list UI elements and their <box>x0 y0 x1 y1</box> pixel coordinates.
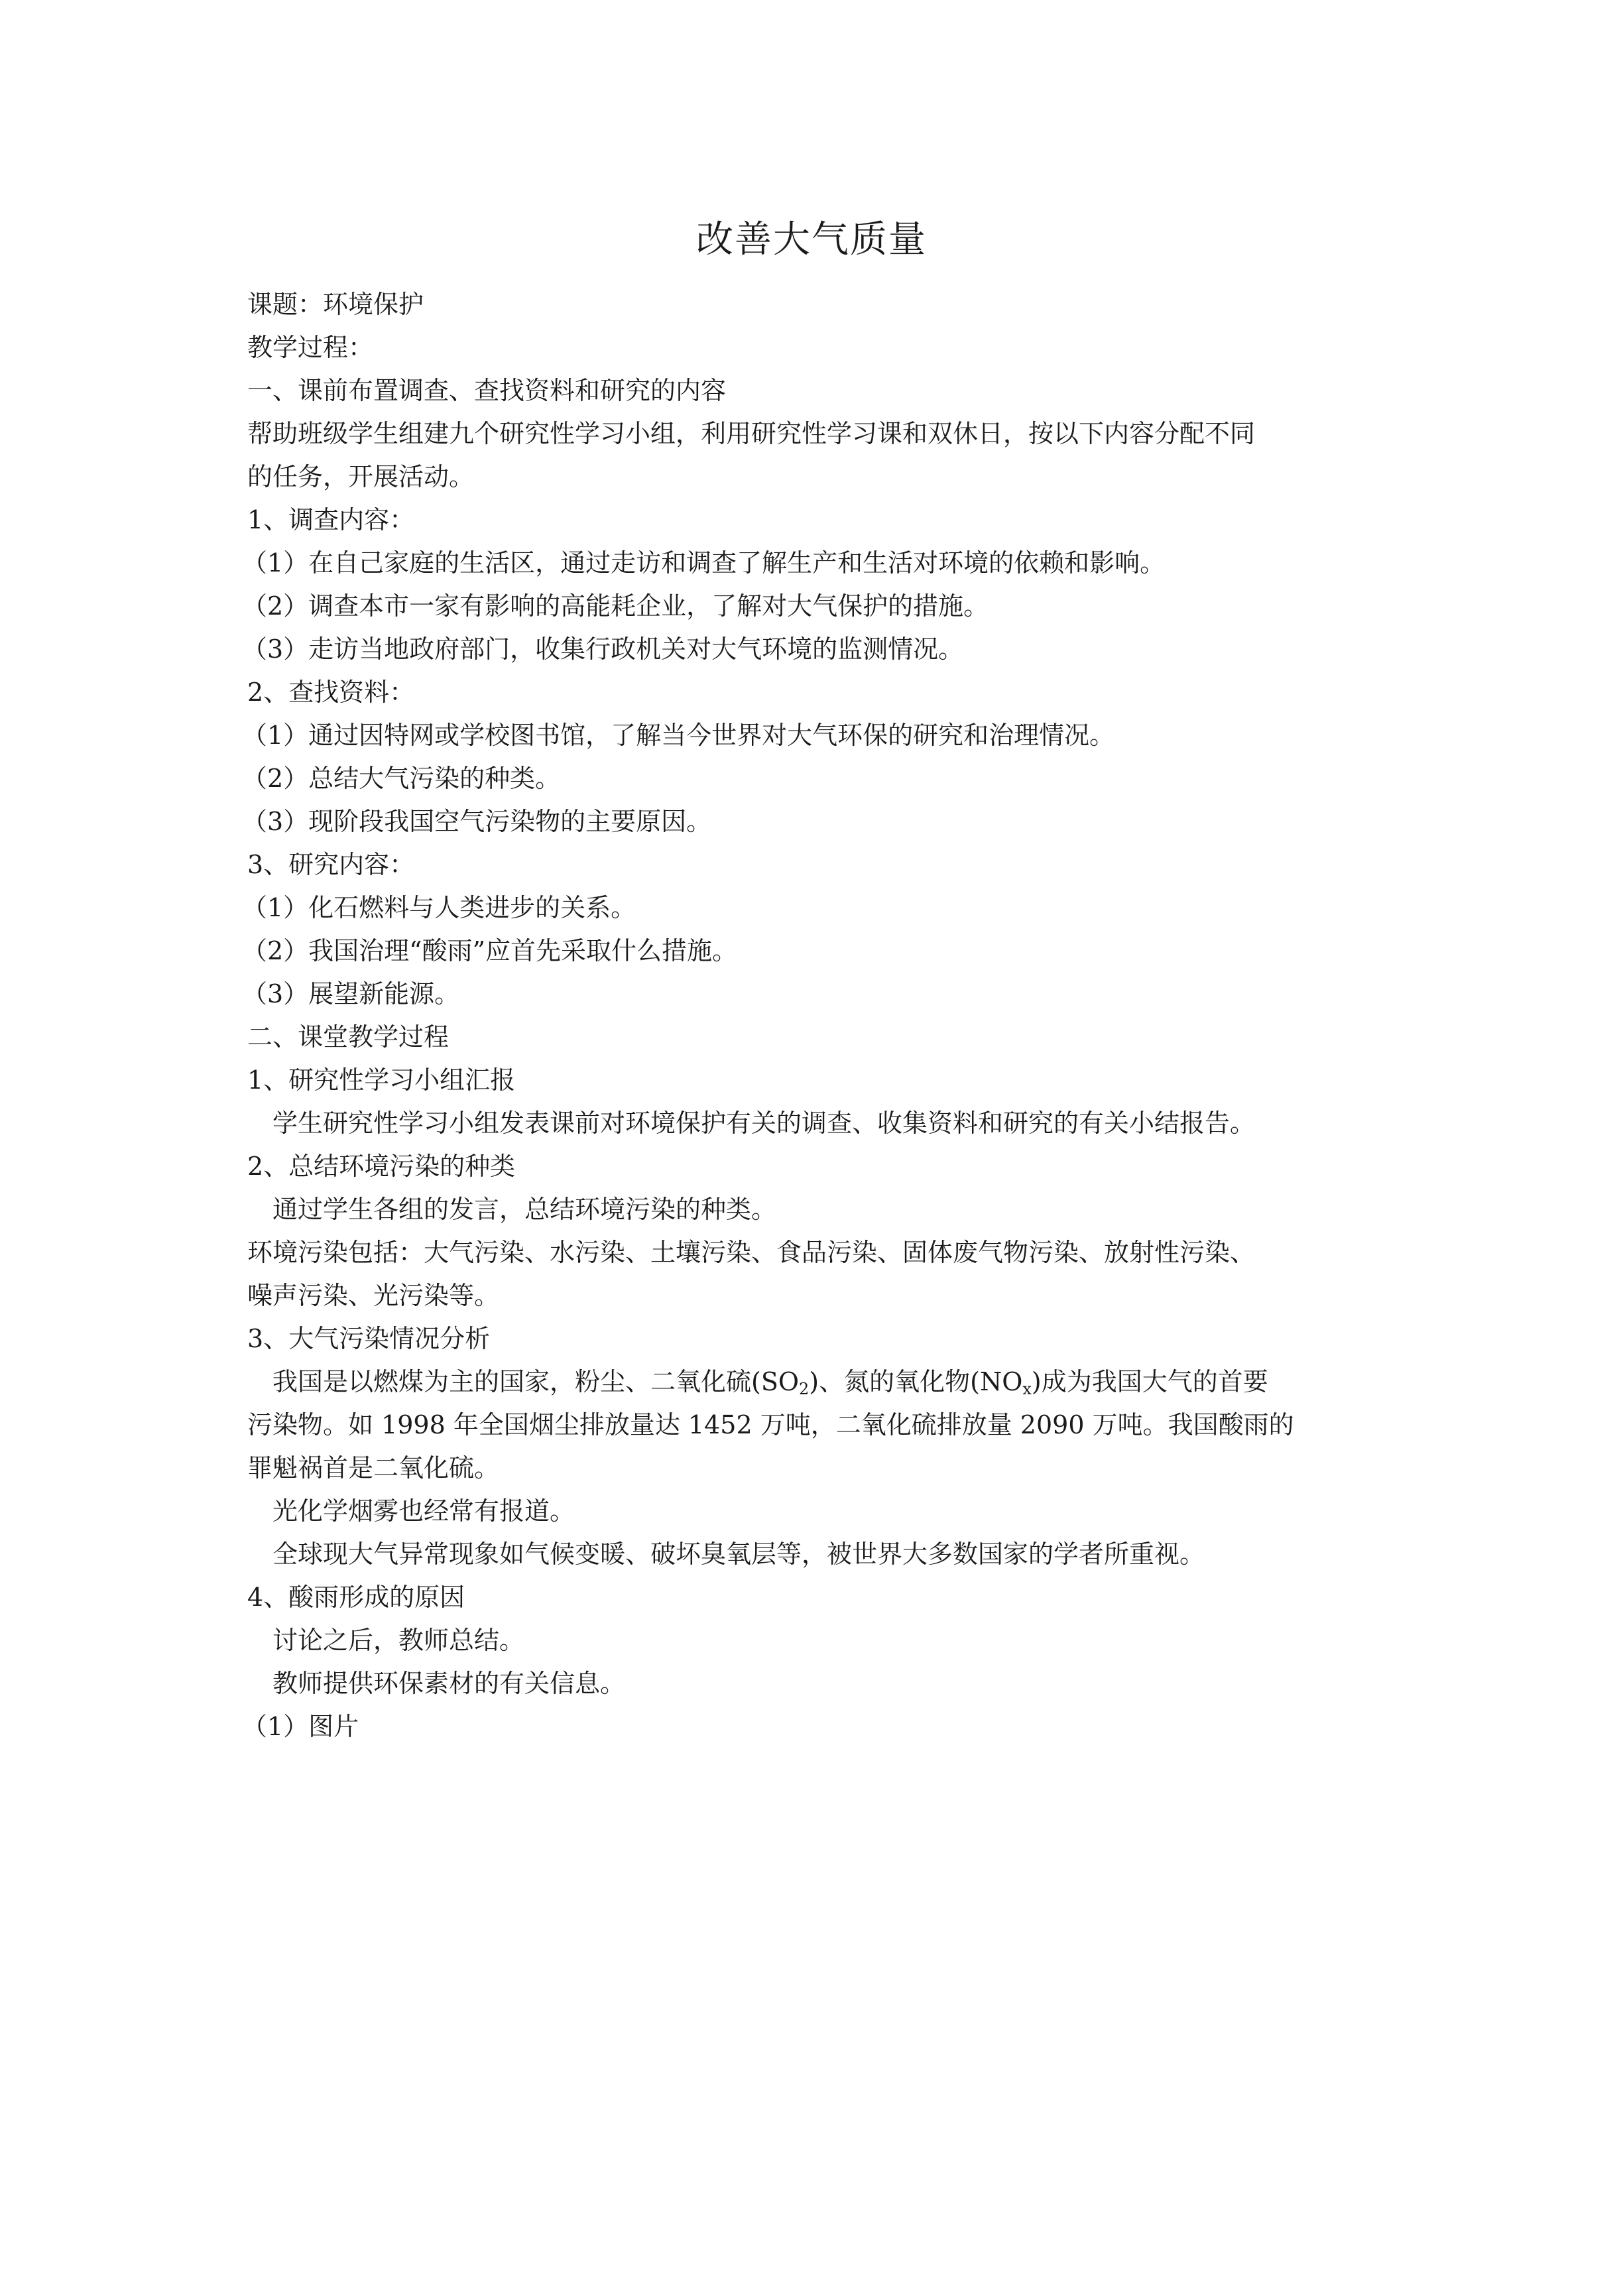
process-label: 教学过程： <box>247 333 374 362</box>
indented-paragraph: 教师提供环保素材的有关信息。 <box>272 1669 626 1698</box>
list-item: （3）走访当地政府部门，收集行政机关对大气环境的监测情况。 <box>242 634 964 664</box>
subscript-2: 2 <box>799 1380 810 1398</box>
indented-paragraph: 学生研究性学习小组发表课前对环境保护有关的调查、收集资料和研究的有关小结报告。 <box>272 1109 1256 1138</box>
chem-text-part: 我国是以燃煤为主的国家，粉尘、二氧化硫(SO <box>272 1367 800 1396</box>
indented-paragraph: 通过学生各组的发言，总结环境污染的种类。 <box>272 1195 777 1224</box>
list-item: （1）图片 <box>242 1712 359 1741</box>
indented-paragraph: 讨论之后，教师总结。 <box>272 1626 525 1655</box>
section-heading-2: 二、课堂教学过程 <box>247 1022 450 1052</box>
chem-text-part: )、氮的氧化物(NO <box>809 1367 1023 1396</box>
subheading-research-materials: 2、查找资料： <box>247 678 415 707</box>
list-item: （3）现阶段我国空气污染物的主要原因。 <box>242 807 712 836</box>
subheading-air-pollution-analysis: 3、大气污染情况分析 <box>247 1324 491 1353</box>
document-title: 改善大气质量 <box>696 218 927 261</box>
list-item: （1）化石燃料与人类进步的关系。 <box>242 893 636 922</box>
subheading-survey: 1、调查内容： <box>247 505 415 534</box>
paragraph-line: 罪魁祸首是二氧化硫。 <box>247 1453 500 1482</box>
paragraph-line: 的任务，开展活动。 <box>247 462 475 491</box>
paragraph-line: 污染物。如 1998 年全国烟尘排放量达 1452 万吨，二氧化硫排放量 2090 万吨。我国酸雨的 <box>247 1410 1294 1439</box>
subheading-acid-rain-causes: 4、酸雨形成的原因 <box>247 1583 465 1612</box>
subscript-x: x <box>1022 1380 1032 1398</box>
paragraph-line: 帮助班级学生组建九个研究性学习小组，利用研究性学习课和双休日，按以下内容分配不同 <box>247 419 1256 448</box>
chem-text-part: )成为我国大气的首要 <box>1031 1367 1268 1396</box>
section-heading-1: 一、课前布置调查、查找资料和研究的内容 <box>247 376 727 405</box>
topic-line: 课题：环境保护 <box>247 290 424 319</box>
indented-paragraph: 全球现大气异常现象如气候变暖、破坏臭氧层等，被世界大多数国家的学者所重视。 <box>272 1540 1205 1569</box>
list-item: （2）我国治理“酸雨”应首先采取什么措施。 <box>242 936 738 965</box>
list-item: （2）调查本市一家有影响的高能耗企业，了解对大气保护的措施。 <box>242 591 989 621</box>
subheading-study-content: 3、研究内容： <box>247 850 415 879</box>
list-item: （3）展望新能源。 <box>242 979 460 1008</box>
indented-paragraph: 光化学烟雾也经常有报道。 <box>272 1496 575 1526</box>
paragraph-line: 环境污染包括：大气污染、水污染、土壤污染、食品污染、固体废气物污染、放射性污染、 <box>247 1238 1256 1267</box>
chemistry-paragraph-line <box>247 1360 1398 1404</box>
list-item: （2）总结大气污染的种类。 <box>242 764 561 793</box>
document-body <box>242 283 1398 1748</box>
list-item: （1）在自己家庭的生活区，通过走访和调查了解生产和生活对环境的依赖和影响。 <box>242 548 1166 577</box>
list-item: （1）通过因特网或学校图书馆，了解当今世界对大气环保的研究和治理情况。 <box>242 721 1115 750</box>
subheading-group-report: 1、研究性学习小组汇报 <box>247 1065 516 1095</box>
paragraph-line: 噪声污染、光污染等。 <box>247 1281 500 1310</box>
subheading-pollution-types: 2、总结环境污染的种类 <box>247 1152 516 1181</box>
